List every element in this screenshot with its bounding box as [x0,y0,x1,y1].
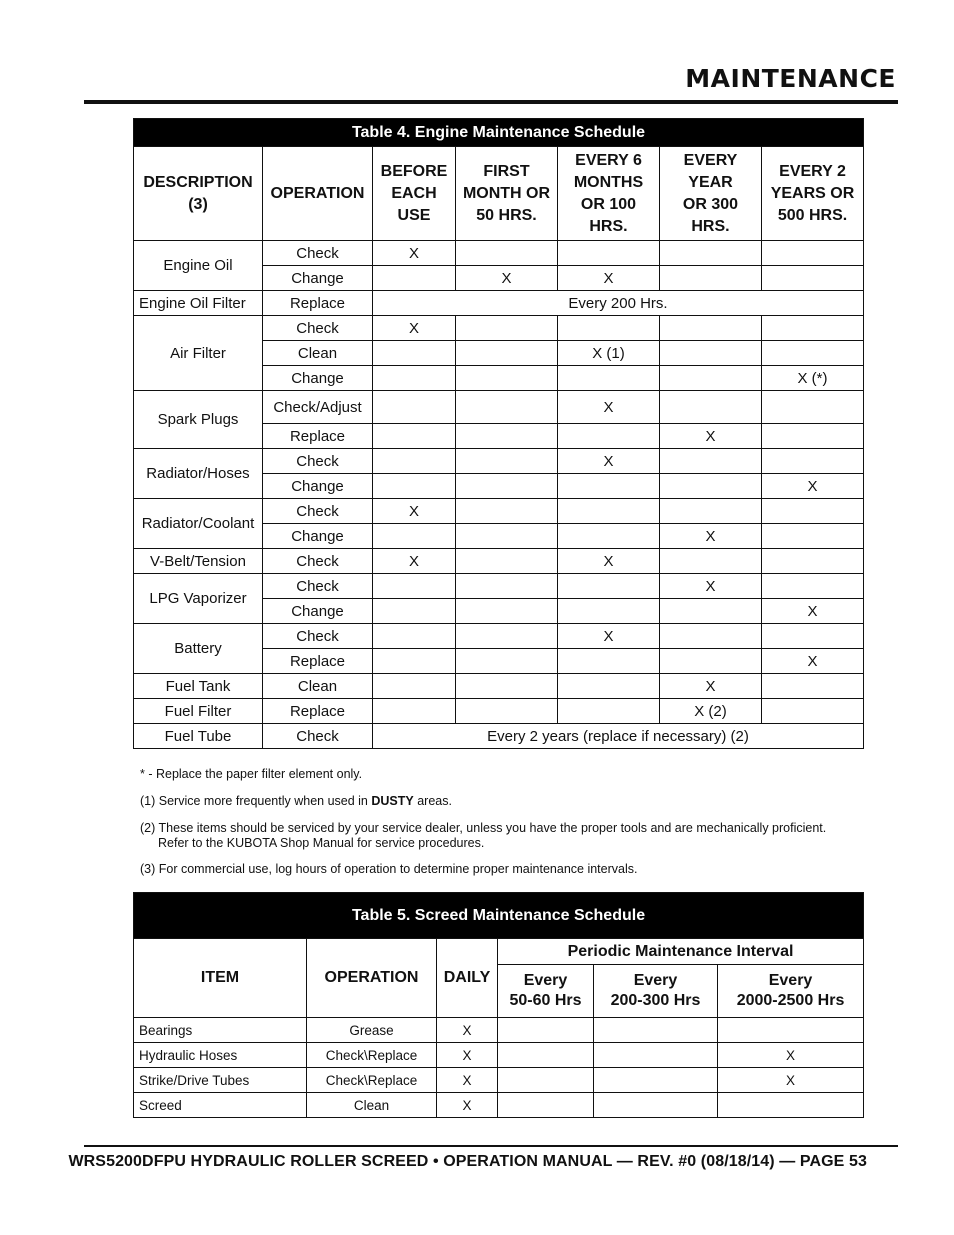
interval-cell [373,674,456,699]
table-row [134,291,864,316]
interval-cell: X [558,624,660,649]
table5-interval-header-line: Every [523,972,568,989]
table4-header-line: OPERATION [270,184,365,202]
item-description: Fuel Tube [134,724,263,749]
item-description: Fuel Tank [134,674,263,699]
interval-cell [456,674,558,699]
note-1-text: (1) Service more frequently when used in [140,794,372,808]
interval-cell [762,524,864,549]
table-row [134,449,864,474]
operation-cell: Check [263,724,373,749]
interval-cell [373,699,456,724]
item-cell: Screed [134,1093,307,1118]
interval-cell [558,699,660,724]
interval-cell: X [558,391,660,424]
interval-cell [498,1093,594,1118]
note-1 [140,794,860,809]
interval-cell [558,574,660,599]
interval-cell [762,499,864,524]
interval-cell [660,624,762,649]
table4-header-line: BEFORE [380,162,448,180]
interval-cell [660,549,762,574]
interval-cell [373,266,456,291]
interval-cell: X [762,649,864,674]
table4-header-line: HRS. [691,217,730,235]
table-row [134,549,864,574]
daily-cell: X [437,1093,498,1118]
table4-header-line: EVERY 2 [779,162,846,180]
table-row [134,499,864,524]
table4-header-line: HRS. [589,217,628,235]
interval-cell [558,316,660,341]
table5-interval-header-line: 200-300 Hrs [610,992,701,1009]
interval-cell [762,241,864,266]
item-description: LPG Vaporizer [134,574,263,624]
interval-cell [456,316,558,341]
interval-cell [498,1018,594,1043]
footer-rule [84,1145,898,1147]
interval-cell [660,316,762,341]
table5-interval-header-1 [594,965,718,1018]
interval-cell [558,474,660,499]
table4-header-line: MONTHS [573,173,644,191]
interval-cell [558,366,660,391]
interval-cell [456,524,558,549]
interval-cell [456,241,558,266]
interval-cell: X [373,499,456,524]
operation-cell: Change [263,524,373,549]
interval-cell [660,366,762,391]
operation-cell: Check [263,316,373,341]
interval-cell [373,574,456,599]
interval-cell [373,524,456,549]
interval-cell [762,549,864,574]
item-description: Engine Oil Filter [134,291,263,316]
interval-cell: X [660,424,762,449]
interval-cell [373,599,456,624]
interval-cell [456,391,558,424]
interval-cell [558,424,660,449]
section-title: MAINTENANCE [685,64,896,93]
item-description: Radiator/Hoses [134,449,263,499]
table4-header-line: OR 100 [580,195,637,213]
table5-header-operation: OPERATION [307,939,437,1018]
table5-caption: Table 5. Screed Maintenance Schedule [134,893,864,939]
operation-cell: Clean [263,341,373,366]
interval-cell [558,499,660,524]
item-cell: Strike/Drive Tubes [134,1068,307,1093]
table-row [134,724,864,749]
table4-header-line: 50 HRS. [476,206,537,224]
table-row [134,316,864,341]
interval-cell: X [558,266,660,291]
table4-header-4 [558,147,660,241]
interval-cell: X [456,266,558,291]
interval-cell [558,524,660,549]
item-description: Air Filter [134,316,263,391]
interval-cell [456,499,558,524]
interval-cell [660,449,762,474]
daily-cell: X [437,1018,498,1043]
operation-cell: Check [263,499,373,524]
interval-cell [594,1043,718,1068]
table4-header-1 [263,147,373,241]
interval-cell [456,474,558,499]
interval-span-cell: Every 2 years (replace if necessary) (2) [373,724,864,749]
operation-cell: Change [263,599,373,624]
interval-span-cell: Every 200 Hrs. [373,291,864,316]
interval-cell: X [762,474,864,499]
operation-cell: Check [263,624,373,649]
table4-header-line: USE [397,206,431,224]
table-row [134,391,864,424]
item-description: V-Belt/Tension [134,549,263,574]
interval-cell [456,649,558,674]
operation-cell: Check [263,449,373,474]
table-row [134,1018,864,1043]
table5-header-periodic: Periodic Maintenance Interval [498,939,864,965]
note-1-bold: DUSTY [371,794,414,808]
table-row [134,1043,864,1068]
interval-cell [456,366,558,391]
table4-header-2 [373,147,456,241]
interval-cell: X [660,674,762,699]
note-2-line1: (2) These items should be serviced by your service dealer, unless you have the proper tools and are mechanically proficient. [140,821,827,835]
table4-header-line: (3) [188,195,208,213]
table4-header-line: DESCRIPTION [143,173,253,191]
interval-cell [373,474,456,499]
operation-cell: Change [263,266,373,291]
interval-cell [558,599,660,624]
interval-cell [456,624,558,649]
item-description: Battery [134,624,263,674]
interval-cell: X [718,1068,864,1093]
interval-cell [660,341,762,366]
item-description: Engine Oil [134,241,263,291]
interval-cell [558,674,660,699]
interval-cell [660,474,762,499]
interval-cell [762,266,864,291]
interval-cell [373,449,456,474]
interval-cell [660,649,762,674]
interval-cell [660,599,762,624]
interval-cell [498,1043,594,1068]
interval-cell [456,599,558,624]
operation-cell: Check\Replace [307,1043,437,1068]
table5-interval-header-0 [498,965,594,1018]
note-3: (3) For commercial use, log hours of operation to determine proper maintenance intervals. [140,862,638,876]
page-footer: WRS5200DFPU HYDRAULIC ROLLER SCREED • OPERATION MANUAL — REV. #0 (08/18/14) — PAGE 53 [68,1153,867,1170]
interval-cell: X (*) [762,366,864,391]
interval-cell: X (2) [660,699,762,724]
table4-header-line: EVERY 6 [575,151,642,169]
table-row [134,699,864,724]
table5-interval-header-line: 50-60 Hrs [509,992,582,1009]
note-1-tail: areas. [413,794,452,808]
interval-cell: X [373,241,456,266]
interval-cell [456,574,558,599]
interval-cell [594,1068,718,1093]
operation-cell: Change [263,366,373,391]
table4-header-line: YEARS OR [770,184,855,202]
interval-cell [718,1093,864,1118]
interval-cell [456,549,558,574]
table4-header-3 [456,147,558,241]
interval-cell [762,391,864,424]
interval-cell: X [558,549,660,574]
operation-cell: Change [263,474,373,499]
table5-interval-header-line: Every [768,972,813,989]
header-rule [84,100,898,104]
interval-cell [373,424,456,449]
interval-cell [456,341,558,366]
interval-cell [373,649,456,674]
table4-header-line: EACH [391,184,437,202]
item-description: Radiator/Coolant [134,499,263,549]
interval-cell [558,649,660,674]
interval-cell [762,624,864,649]
interval-cell [456,424,558,449]
note-star: * - Replace the paper filter element only. [140,767,363,781]
interval-cell [660,266,762,291]
operation-cell: Clean [307,1093,437,1118]
interval-cell [594,1018,718,1043]
table5-header-item: ITEM [134,939,307,1018]
engine-maintenance-table [133,118,864,749]
interval-cell [373,624,456,649]
interval-cell [373,341,456,366]
daily-cell: X [437,1043,498,1068]
table4-caption: Table 4. Engine Maintenance Schedule [134,119,864,147]
note-2-line2: Refer to the KUBOTA Shop Manual for service procedures. [158,836,485,850]
interval-cell [373,366,456,391]
table-row [134,674,864,699]
table5-interval-header-line: Every [633,972,678,989]
table-row [134,241,864,266]
item-cell: Bearings [134,1018,307,1043]
item-description: Fuel Filter [134,699,263,724]
interval-cell: X [373,549,456,574]
screed-maintenance-table [133,892,864,1118]
operation-cell: Check [263,241,373,266]
interval-cell: X [718,1043,864,1068]
interval-cell: X [660,574,762,599]
table4-header-line: EVERY [683,151,738,169]
operation-cell: Replace [263,699,373,724]
table4-header-line: FIRST [483,162,530,180]
interval-cell: X [373,316,456,341]
table-row [134,1068,864,1093]
table4-header-5 [660,147,762,241]
interval-cell [762,449,864,474]
interval-cell [660,391,762,424]
interval-cell [762,316,864,341]
interval-cell [762,699,864,724]
table-row [134,1093,864,1118]
interval-cell [373,391,456,424]
interval-cell: X [762,599,864,624]
interval-cell [762,674,864,699]
interval-cell [456,449,558,474]
operation-cell: Check [263,549,373,574]
table5-interval-header-line: 2000-2500 Hrs [736,992,845,1009]
table4-header-line: 500 HRS. [777,206,848,224]
operation-cell: Replace [263,649,373,674]
table4-header-line: YEAR [688,173,733,191]
interval-cell: X [558,449,660,474]
table5-header-daily: DAILY [437,939,498,1018]
table5-interval-header-2 [718,965,864,1018]
item-description: Spark Plugs [134,391,263,449]
operation-cell: Replace [263,291,373,316]
interval-cell [594,1093,718,1118]
interval-cell: X (1) [558,341,660,366]
operation-cell: Grease [307,1018,437,1043]
table-row [134,624,864,649]
table4-header-line: MONTH OR [462,184,551,202]
interval-cell [456,699,558,724]
interval-cell: X [660,524,762,549]
interval-cell [498,1068,594,1093]
table4-header-6 [762,147,864,241]
table-row [134,574,864,599]
note-2 [140,821,860,851]
operation-cell: Replace [263,424,373,449]
daily-cell: X [437,1068,498,1093]
operation-cell: Check/Adjust [263,391,373,424]
item-cell: Hydraulic Hoses [134,1043,307,1068]
interval-cell [558,241,660,266]
interval-cell [762,424,864,449]
interval-cell [762,574,864,599]
interval-cell [660,499,762,524]
operation-cell: Clean [263,674,373,699]
operation-cell: Check\Replace [307,1068,437,1093]
operation-cell: Check [263,574,373,599]
interval-cell [660,241,762,266]
table4-header-0 [134,147,263,241]
table4-header-line: OR 300 [682,195,739,213]
interval-cell [762,341,864,366]
interval-cell [718,1018,864,1043]
